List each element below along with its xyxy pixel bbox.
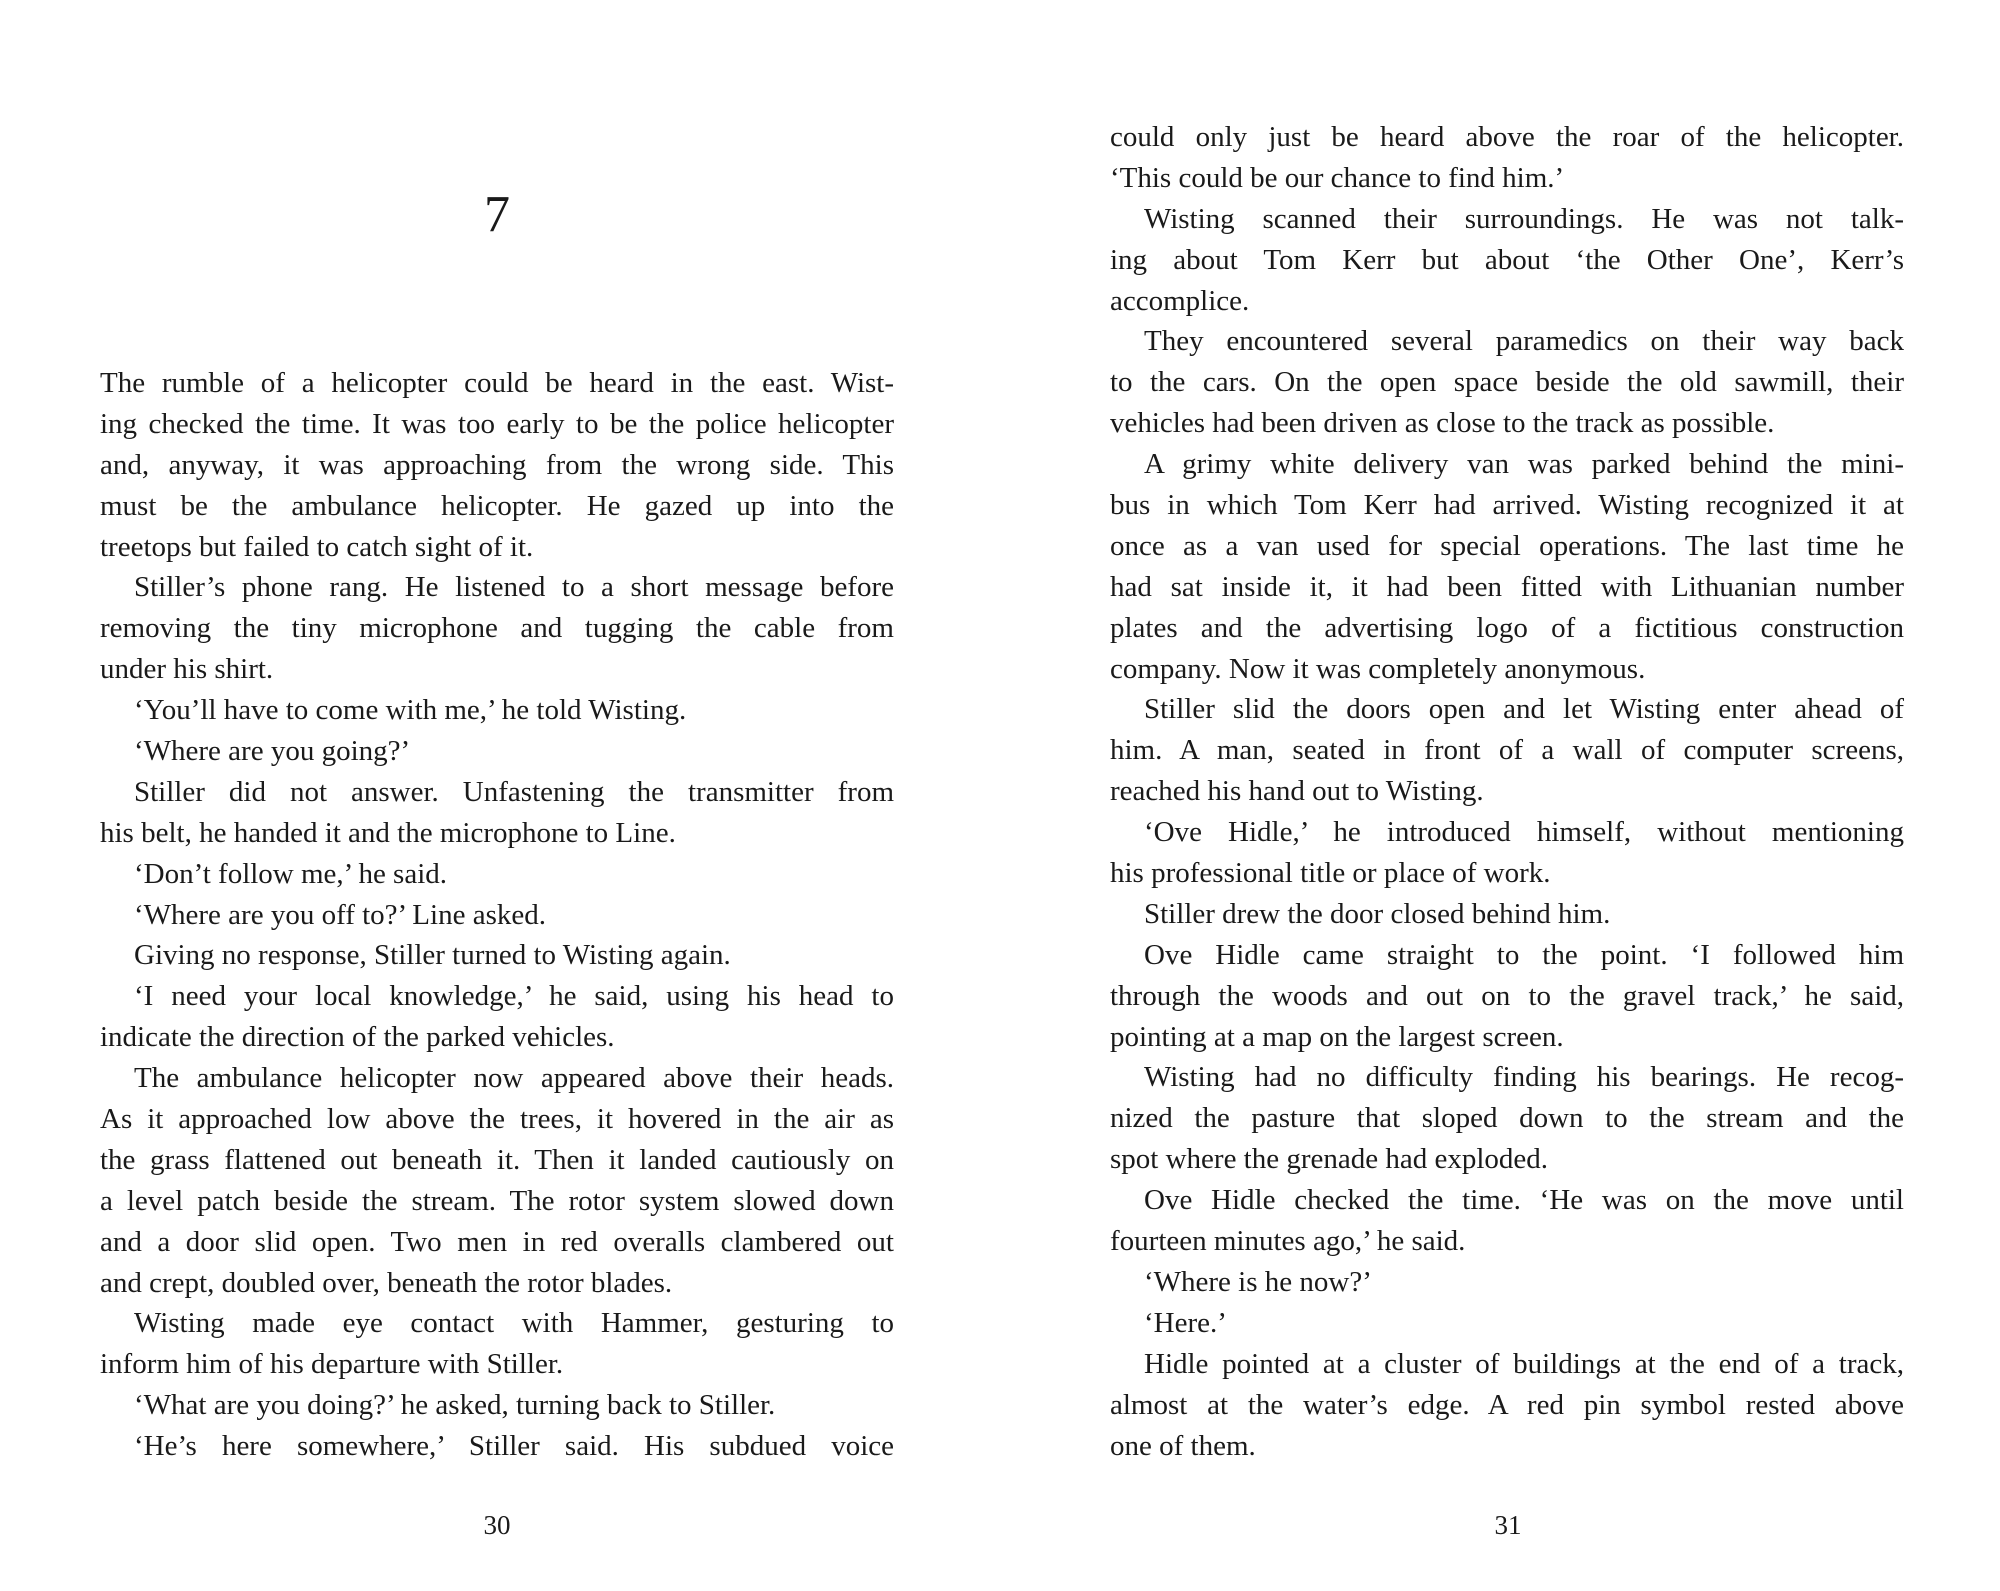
page-number: 30 bbox=[483, 1510, 511, 1540]
chapter-number: 7 bbox=[484, 186, 510, 243]
text-line: ‘Ove Hidle,’ he introduced himself, without mentioning bbox=[1144, 816, 1904, 849]
text-line: Stiller drew the door closed behind him. bbox=[1144, 897, 1611, 930]
text-line: A grimy white delivery van was parked behind the mini- bbox=[1144, 448, 1904, 481]
text-line: Stiller slid the doors open and let Wisting enter ahead of bbox=[1144, 693, 1904, 726]
text-line: removing the tiny microphone and tugging the cable from bbox=[100, 612, 894, 645]
text-line: treetops but failed to catch sight of it. bbox=[100, 530, 534, 563]
text-line: Hidle pointed at a cluster of buildings at the end of a track, bbox=[1144, 1347, 1904, 1380]
text-line: ‘Where are you off to?’ Line asked. bbox=[134, 898, 546, 931]
text-line: a level patch beside the stream. The rotor system slowed down bbox=[100, 1184, 894, 1217]
text-line: through the woods and out on to the gravel track,’ he said, bbox=[1110, 979, 1904, 1012]
text-line: ing checked the time. It was too early to be the police helicopter bbox=[100, 407, 894, 440]
text-line: vehicles had been driven as close to the track as possible. bbox=[1110, 407, 1775, 440]
text-line: him. A man, seated in front of a wall of computer screens, bbox=[1110, 734, 1904, 767]
text-line: Giving no response, Stiller turned to Wisting again. bbox=[134, 939, 731, 972]
text-line: and crept, doubled over, beneath the rotor blades. bbox=[100, 1266, 673, 1299]
text-line: the grass flattened out beneath it. Then it landed cautiously on bbox=[100, 1143, 894, 1176]
text-line: ‘Here.’ bbox=[1144, 1306, 1227, 1339]
right-page bbox=[1000, 0, 2000, 1591]
text-line: inform him of his departure with Stiller. bbox=[100, 1348, 564, 1381]
text-line: ‘He’s here somewhere,’ Stiller said. His subdued voice bbox=[134, 1430, 894, 1463]
text-line: Wisting scanned their surroundings. He was not talk- bbox=[1144, 202, 1904, 235]
text-line: The ambulance helicopter now appeared above their heads. bbox=[134, 1062, 894, 1095]
text-line: and, anyway, it was approaching from the wrong side. This bbox=[100, 448, 894, 481]
text-line: to the cars. On the open space beside the old sawmill, their bbox=[1110, 366, 1904, 399]
text-line: once as a van used for special operations. The last time he bbox=[1110, 529, 1904, 562]
text-line: pointing at a map on the largest screen. bbox=[1110, 1020, 1564, 1053]
body-text bbox=[100, 363, 894, 1467]
text-line: ‘This could be our chance to find him.’ bbox=[1110, 161, 1565, 194]
body-text bbox=[1110, 117, 1904, 1466]
text-line: Ove Hidle checked the time. ‘He was on the move until bbox=[1144, 1184, 1904, 1217]
text-line: ‘Where are you going?’ bbox=[134, 735, 411, 768]
text-line: company. Now it was completely anonymous. bbox=[1110, 652, 1646, 685]
text-line: nized the pasture that sloped down to the stream and the bbox=[1110, 1102, 1904, 1135]
text-line: one of them. bbox=[1110, 1429, 1256, 1462]
text-line: ‘Don’t follow me,’ he said. bbox=[134, 857, 448, 890]
text-line: must be the ambulance helicopter. He gazed up into the bbox=[100, 489, 894, 522]
text-line: his belt, he handed it and the microphone to Line. bbox=[100, 816, 676, 849]
text-line: Stiller’s phone rang. He listened to a short message before bbox=[134, 571, 894, 604]
text-line: fourteen minutes ago,’ he said. bbox=[1110, 1225, 1466, 1258]
text-line: indicate the direction of the parked vehicles. bbox=[100, 1021, 615, 1054]
text-line: and a door slid open. Two men in red overalls clambered out bbox=[100, 1225, 894, 1258]
text-line: ‘Where is he now?’ bbox=[1144, 1265, 1372, 1298]
text-line: almost at the water’s edge. A red pin symbol rested above bbox=[1110, 1388, 1904, 1421]
text-line: As it approached low above the trees, it hovered in the air as bbox=[100, 1103, 894, 1136]
text-line: had sat inside it, it had been fitted with Lithuanian number bbox=[1110, 570, 1904, 603]
text-line: The rumble of a helicopter could be heard in the east. Wist- bbox=[100, 367, 894, 399]
text-line: his professional title or place of work. bbox=[1110, 857, 1551, 890]
text-line: could only just be heard above the roar of the helicopter. bbox=[1110, 121, 1904, 153]
text-line: Stiller did not answer. Unfastening the transmitter from bbox=[134, 775, 894, 808]
text-line: They encountered several paramedics on their way back bbox=[1144, 325, 1904, 358]
text-line: plates and the advertising logo of a fictitious construction bbox=[1110, 611, 1904, 644]
text-line: under his shirt. bbox=[100, 653, 274, 686]
text-line: spot where the grenade had exploded. bbox=[1110, 1143, 1549, 1176]
text-line: reached his hand out to Wisting. bbox=[1110, 775, 1484, 808]
text-line: ing about Tom Kerr but about ‘the Other One’, Kerr’s bbox=[1110, 243, 1904, 276]
text-line: ‘What are you doing?’ he asked, turning back to Stiller. bbox=[134, 1389, 776, 1422]
text-line: bus in which Tom Kerr had arrived. Wisting recognized it at bbox=[1110, 489, 1904, 522]
page-number: 31 bbox=[1494, 1510, 1522, 1540]
text-line: Ove Hidle came straight to the point. ‘I followed him bbox=[1144, 938, 1904, 971]
text-line: Wisting had no difficulty finding his bearings. He recog- bbox=[1144, 1061, 1904, 1094]
text-line: ‘I need your local knowledge,’ he said, using his head to bbox=[134, 980, 894, 1013]
text-line: ‘You’ll have to come with me,’ he told Wisting. bbox=[134, 694, 687, 727]
text-line: Wisting made eye contact with Hammer, gesturing to bbox=[134, 1307, 894, 1340]
text-line: accomplice. bbox=[1110, 284, 1250, 317]
